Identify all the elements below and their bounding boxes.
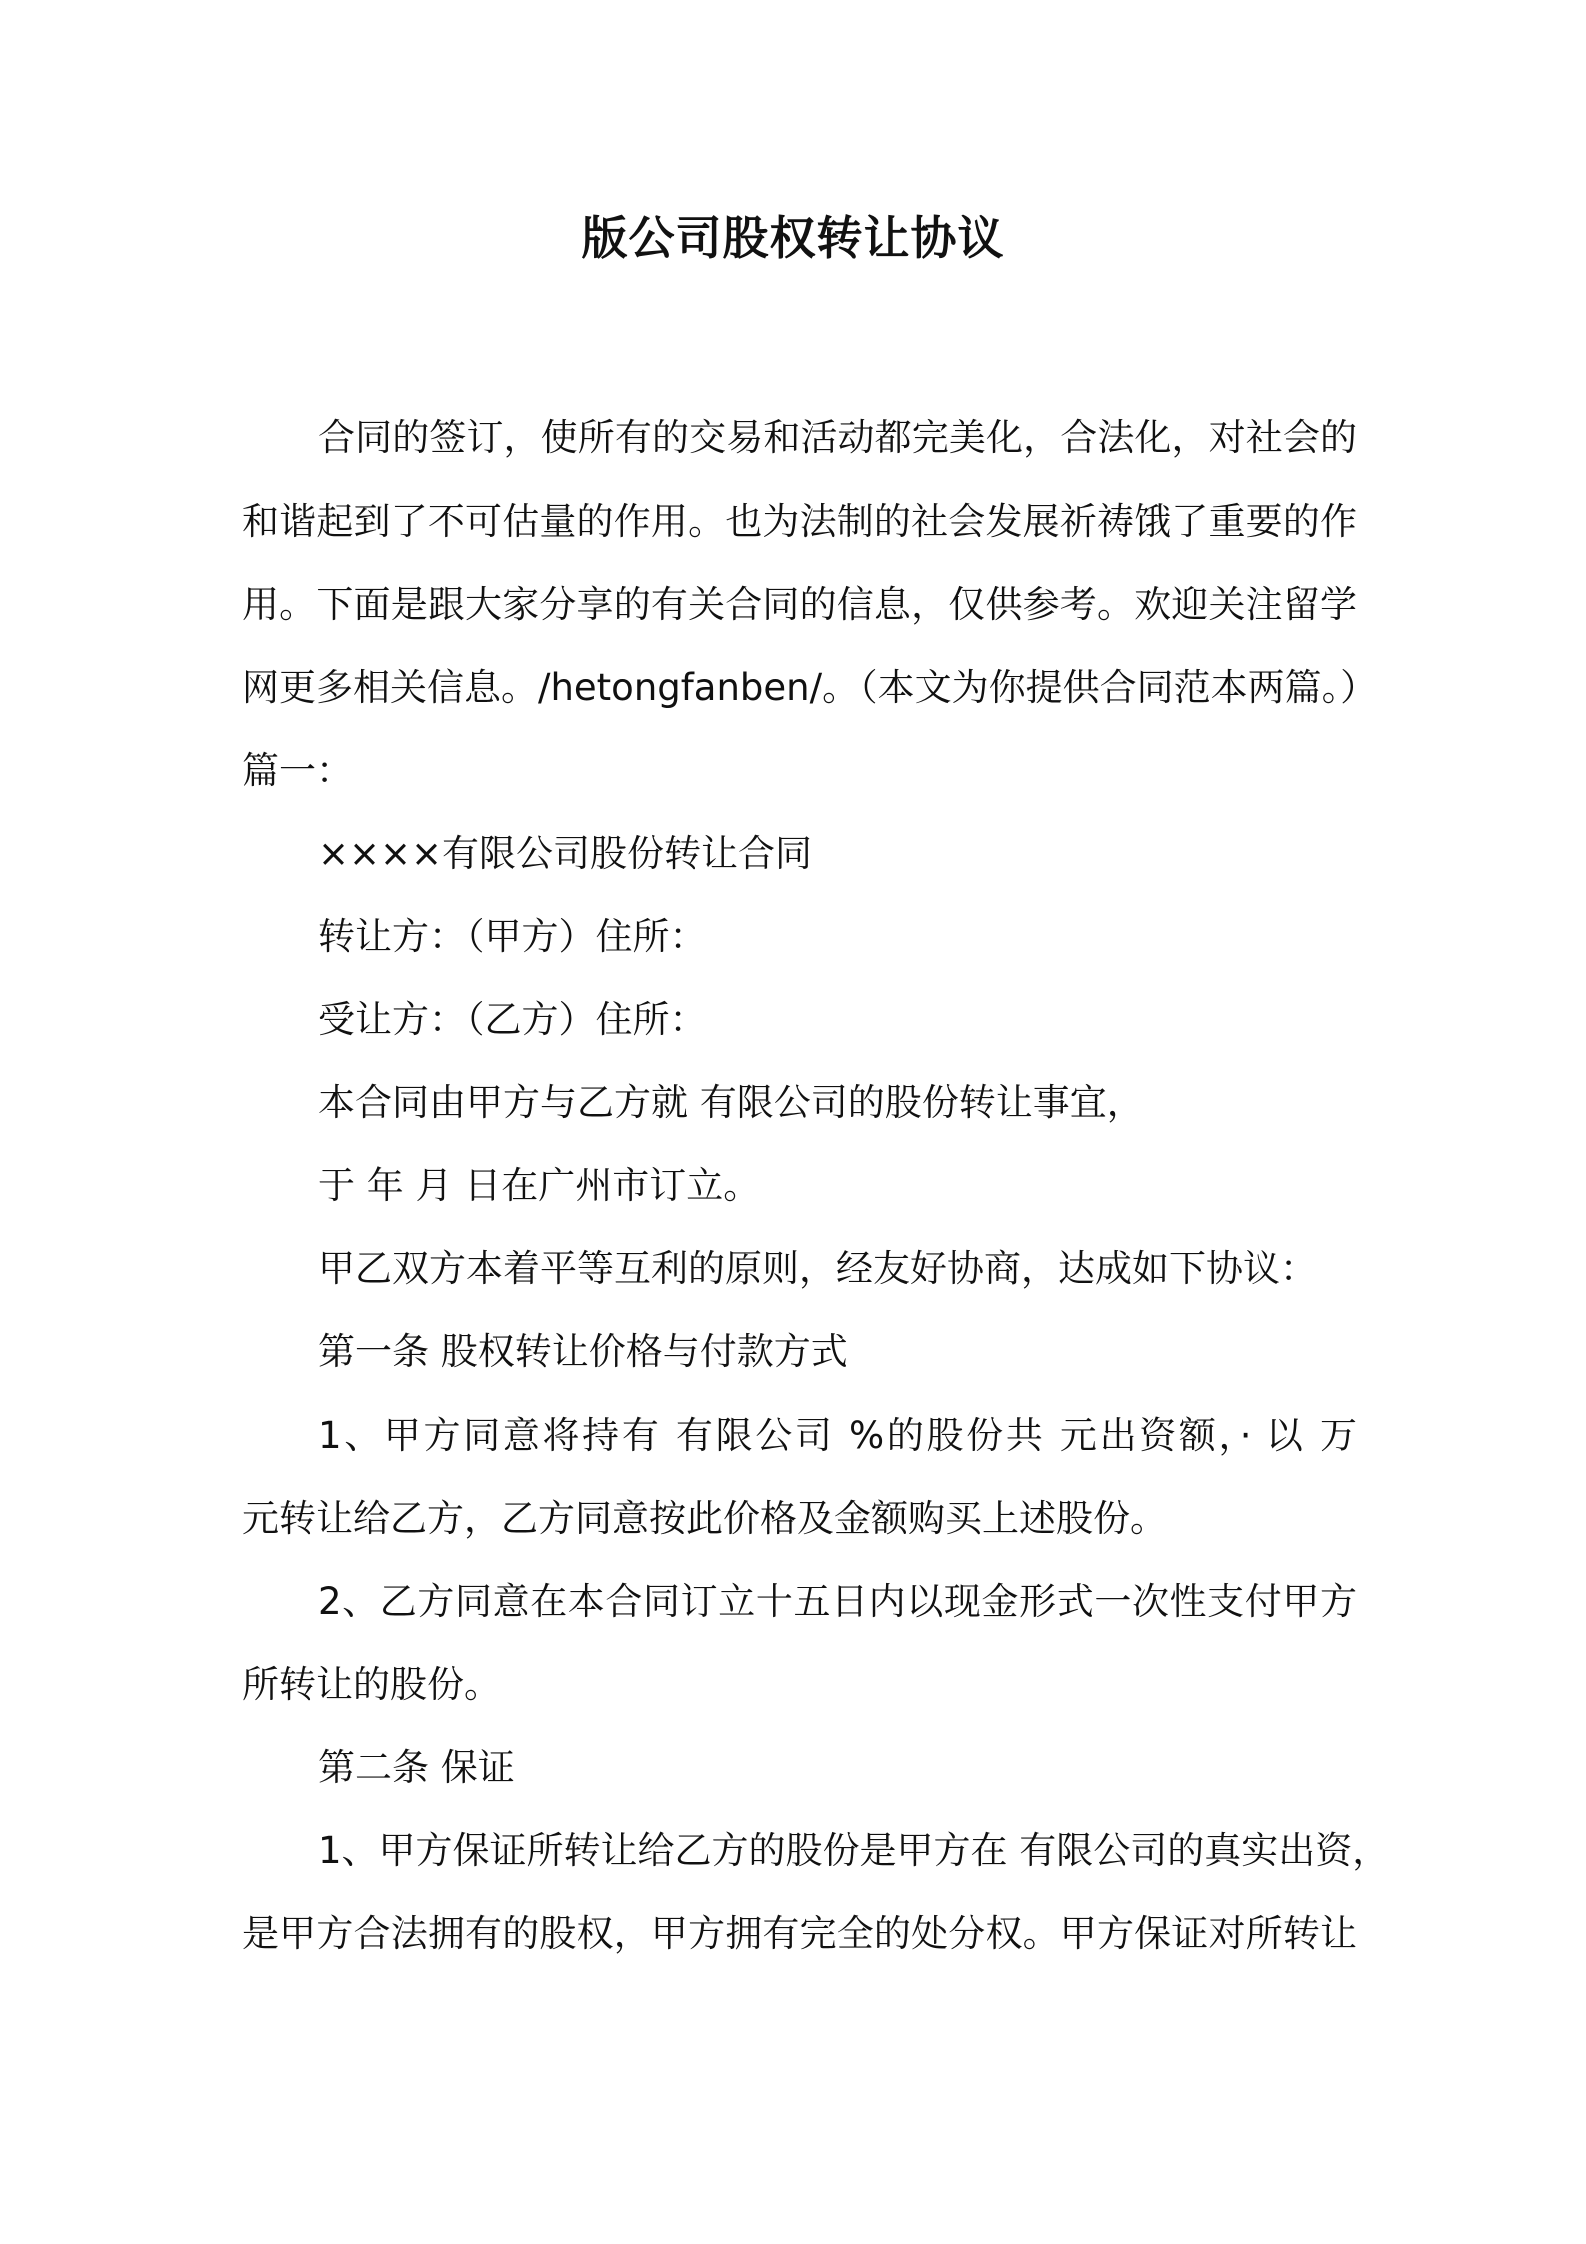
transferor-line: 转让方：（甲方）住所： [318,915,707,958]
paragraph-line: 甲乙双方本着平等互利的原则，经友好协商，达成如下协议： [318,1247,1317,1290]
paragraph-line: 合同的签订，使所有的交易和活动都完美化，合法化，对社会的 [318,416,1357,459]
paragraph-line: 所转让的股份。 [242,1663,501,1706]
paragraph-line: 和谐起到了不可估量的作用。也为法制的社会发展祈祷饿了重要的作 [242,500,1357,543]
paragraph-line: 用。下面是跟大家分享的有关合同的信息，仅供参考。欢迎关注留学 [242,583,1357,626]
article-heading: 第二条 保证 [318,1746,515,1789]
paragraph-line: 1、甲方同意将持有 有限公司 %的股份共 元出资额，· 以 万 [318,1414,1357,1457]
paragraph-line: 2、乙方同意在本合同订立十五日内以现金形式一次性支付甲方 [318,1580,1357,1623]
contract-title: ××××有限公司股份转让合同 [318,832,813,875]
paragraph-line: 元转让给乙方，乙方同意按此价格及金额购买上述股份。 [242,1497,1167,1540]
paragraph-line: 网更多相关信息。/hetongfanben/。（本文为你提供合同范本两篇。） [242,666,1378,709]
document-title: 版公司股权转让协议 [581,211,1005,265]
paragraph-line: 本合同由甲方与乙方就 有限公司的股份转让事宜， [318,1081,1144,1124]
paragraph-line: 是甲方合法拥有的股权，甲方拥有完全的处分权。甲方保证对所转让 [242,1912,1357,1955]
transferee-line: 受让方：（乙方）住所： [318,998,707,1041]
article-heading: 第一条 股权转让价格与付款方式 [318,1330,848,1373]
paragraph-line: 1、甲方保证所转让给乙方的股份是甲方在 有限公司的真实出资， [318,1829,1390,1872]
paragraph-line: 于 年 月 日在广州市订立。 [318,1164,761,1207]
section-heading: 篇一： [242,749,353,792]
